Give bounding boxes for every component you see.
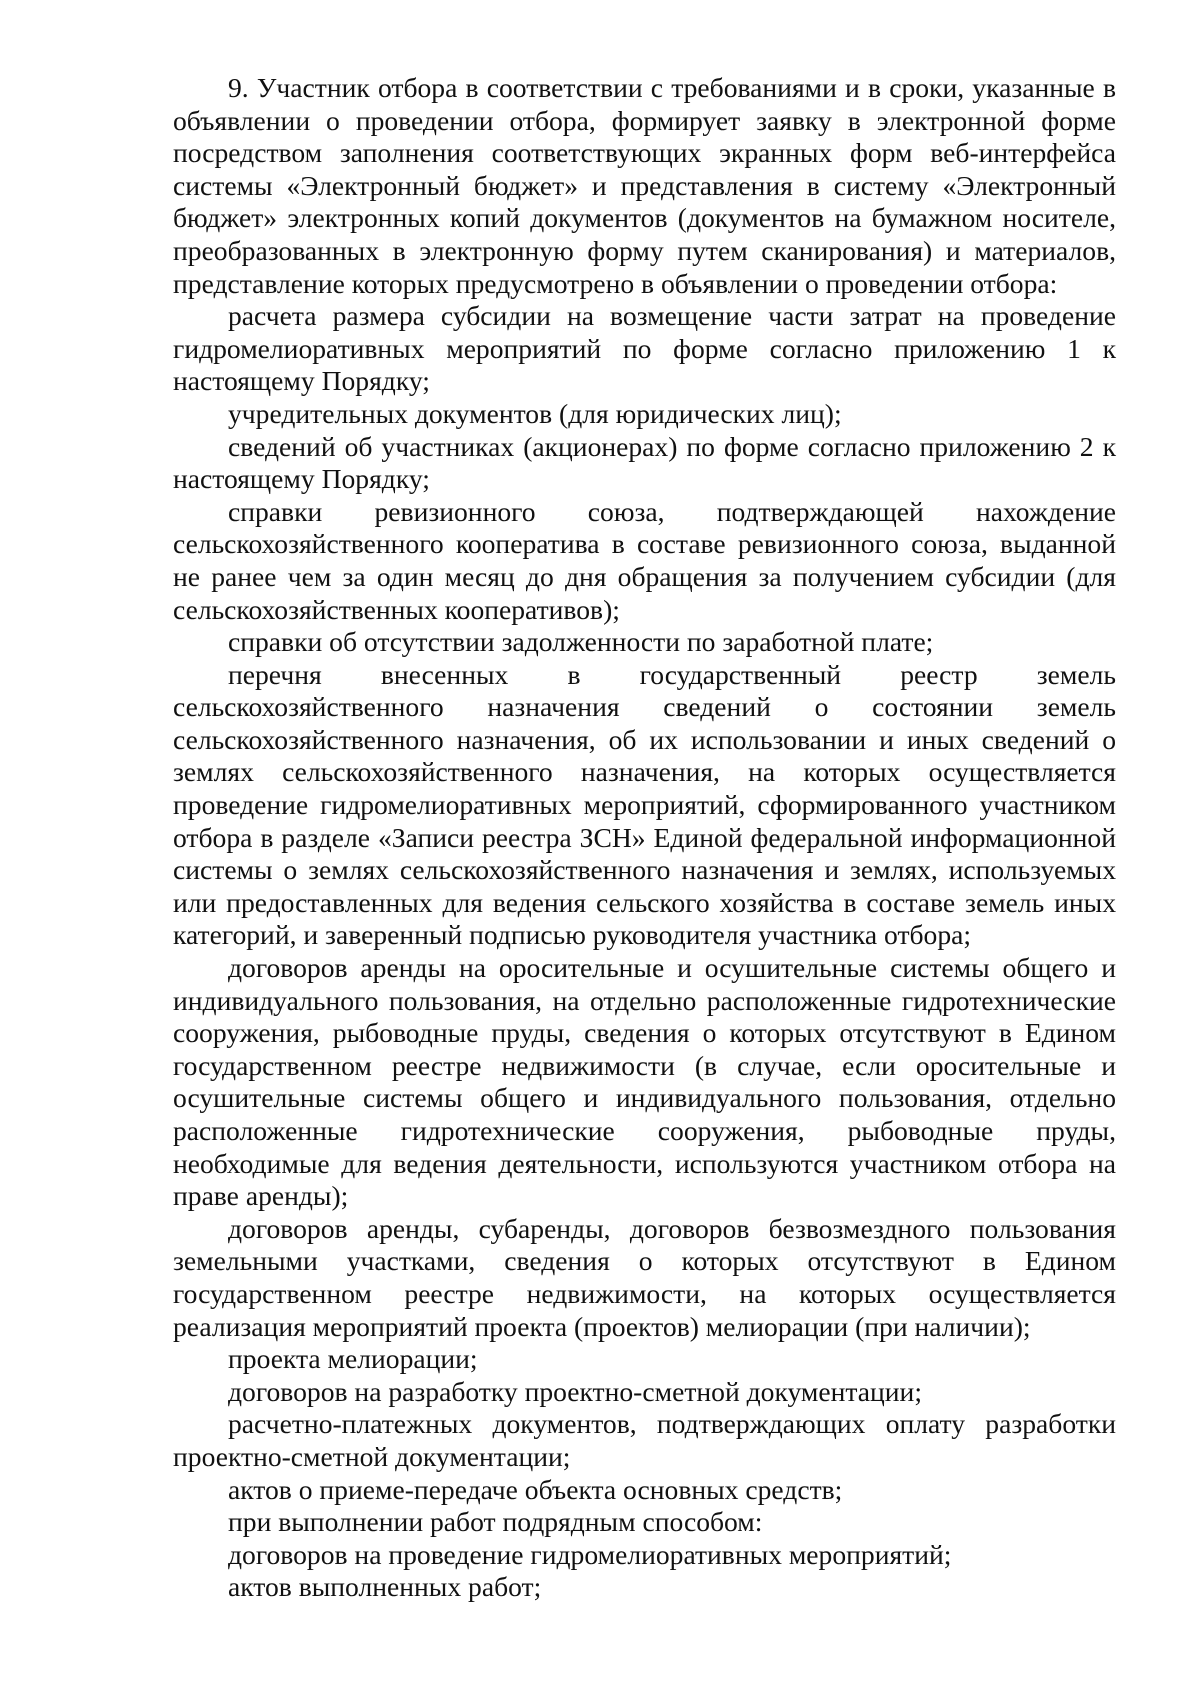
paragraph-audit-union-certificate: справки ревизионного союза, подтверждающей нахождение сельскохозяйственного кооператива в составе ревизионного союза, выданной не ранее чем за один месяц до дня обращения за получением субсидии (для сельскохозяйственных кооперативов); [173,495,1116,625]
paragraph-contract-method: при выполнении работ подрядным способом: [228,1506,763,1538]
paragraph-no-wage-debt: справки об отсутствии задолженности по заработной плате; [228,626,934,658]
paragraph-work-acts: актов выполненных работ; [228,1571,542,1603]
paragraph-asset-transfer-acts: актов о приеме-передаче объекта основных средств; [228,1473,843,1505]
paragraph-irrigation-lease: договоров аренды на оросительные и осушительные системы общего и индивидуального пользования, на отдельно расположенные гидротехнические сооружения, рыбоводные пруды, сведения о которых отсутствуют в Едином государственном реестре недвижимости (в случае, если оросительные и осушительные системы общего и индивидуального пользования, отдельно расположенные гидротехнические сооружения, рыбоводные пруды, необходимые для ведения деятельности, используются участником отбора на праве аренды); [173,952,1116,1212]
paragraph-melioration-project: проекта мелиорации; [228,1343,478,1375]
paragraph-design-contracts: договоров на разработку проектно-сметной документации; [228,1375,922,1407]
paragraph-payment-documents: расчетно-платежных документов, подтверждающих оплату разработки проектно-сметной документации; [173,1408,1116,1472]
paragraph-founding-documents: учредительных документов (для юридических лиц); [228,397,842,429]
paragraph-land-lease: договоров аренды, субаренды, договоров безвозмездного пользования земельными участками, сведения о которых отсутствуют в Едином государственном реестре недвижимости, на которых осуществляется реализация мероприятий проекта (проектов) мелиорации (при наличии); [173,1212,1116,1342]
paragraph-hydro-contracts: договоров на проведение гидромелиоративных мероприятий; [228,1538,952,1570]
document-page [173,72,1116,1604]
paragraph-participants-info: сведений об участниках (акционерах) по форме согласно приложению 2 к настоящему Порядку; [173,430,1116,495]
paragraph-subsidy-calculation: расчета размера субсидии на возмещение части затрат на проведение гидромелиоративных мероприятий по форме согласно приложению 1 к настоящему Порядку; [173,300,1116,397]
paragraph-land-registry-list: перечня внесенных в государственный реестр земель сельскохозяйственного назначения сведений о состоянии земель сельскохозяйственного назначения, об их использовании и иных сведений о землях сельскохозяйственного назначения, на которых осуществляется проведение гидромелиоративных мероприятий, сформированного участником отбора в разделе «Записи реестра ЗСН» Единой федеральной информационной системы о землях сельскохозяйственного назначения и землях, используемых или предоставленных для ведения сельского хозяйства в составе земель иных категорий, и заверенный подписью руководителя участника отбора; [173,658,1116,951]
paragraph-clause-9: 9. Участник отбора в соответствии с требованиями и в сроки, указанные в объявлении о проведении отбора, формирует заявку в электронной форме посредством заполнения соответствующих экранных форм веб-интерфейса системы «Электронный бюджет» и представления в систему «Электронный бюджет» электронных копий документов (документов на бумажном носителе, преобразованных в электронную форму путем сканирования) и материалов, представление которых предусмотрено в объявлении о проведении отбора: [173,72,1116,299]
